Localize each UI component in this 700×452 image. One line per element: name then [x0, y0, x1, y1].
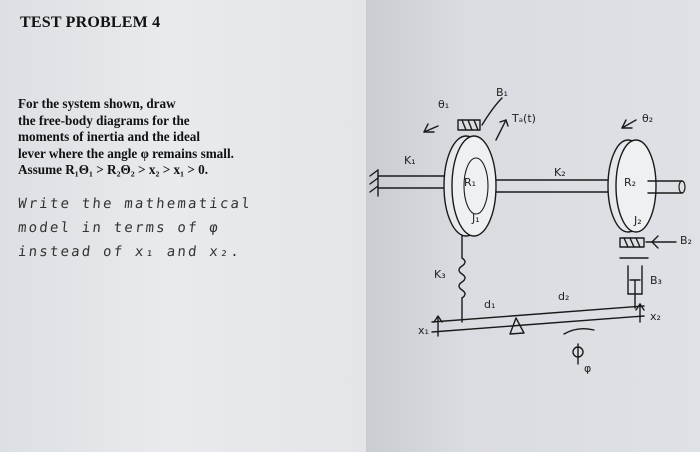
label-j2: J₂ — [634, 214, 642, 227]
label-d2: d₂ — [558, 290, 570, 303]
k1-shaft — [378, 176, 444, 188]
handwritten-line: model in terms of φ — [17, 220, 221, 236]
k3-spring — [459, 236, 465, 322]
problem-line: the free-body diagrams for the — [18, 112, 190, 128]
b1-bearing — [458, 98, 502, 130]
label-j1: J₁ — [472, 212, 480, 225]
problem-line: Assume R₁Θ₁ > R₂Θ₂ > x₂ > x₁ > 0. — [18, 162, 209, 177]
k2-shaft — [496, 180, 614, 192]
phi-arc — [564, 329, 594, 364]
label-x2: x₂ — [650, 310, 661, 323]
torque-arrow — [496, 120, 508, 140]
b2-bearing — [620, 236, 676, 248]
theta1-arrow — [424, 124, 438, 132]
label-theta1: θ₁ — [438, 98, 450, 111]
handwritten-line: Write the mathematical — [17, 196, 253, 212]
problem-line: moments of inertia and the ideal — [18, 129, 201, 144]
label-r1: R₁ — [464, 176, 477, 189]
label-ta: Tₐ(t) — [512, 112, 536, 125]
problem-line: For the system shown, draw — [18, 96, 176, 111]
label-phi: φ — [584, 362, 592, 375]
label-b1: B₁ — [496, 86, 508, 99]
disk-j2 — [608, 140, 685, 232]
label-x1: x₁ — [418, 324, 429, 337]
label-k2: K₂ — [554, 166, 566, 179]
x1-arrow — [434, 316, 442, 336]
problem-statement — [18, 96, 358, 179]
label-theta2: θ₂ — [642, 112, 654, 125]
label-k3: K₃ — [434, 268, 446, 281]
mechanical-system-diagram — [366, 0, 700, 452]
b3-damper — [620, 258, 648, 308]
page-title: TEST PROBLEM 4 — [20, 14, 161, 31]
lever — [432, 306, 644, 334]
label-b3: B₃ — [650, 274, 662, 287]
label-b2: B₂ — [680, 234, 692, 247]
handwritten-note — [18, 192, 318, 264]
label-k1: K₁ — [404, 154, 416, 167]
left-wall — [370, 170, 378, 196]
handwritten-line: instead of x₁ and x₂. — [17, 244, 243, 260]
label-r2: R₂ — [624, 176, 637, 189]
problem-line: lever where the angle φ remains small. — [18, 145, 234, 161]
label-d1: d₁ — [484, 298, 496, 311]
theta2-arrow — [622, 120, 636, 128]
